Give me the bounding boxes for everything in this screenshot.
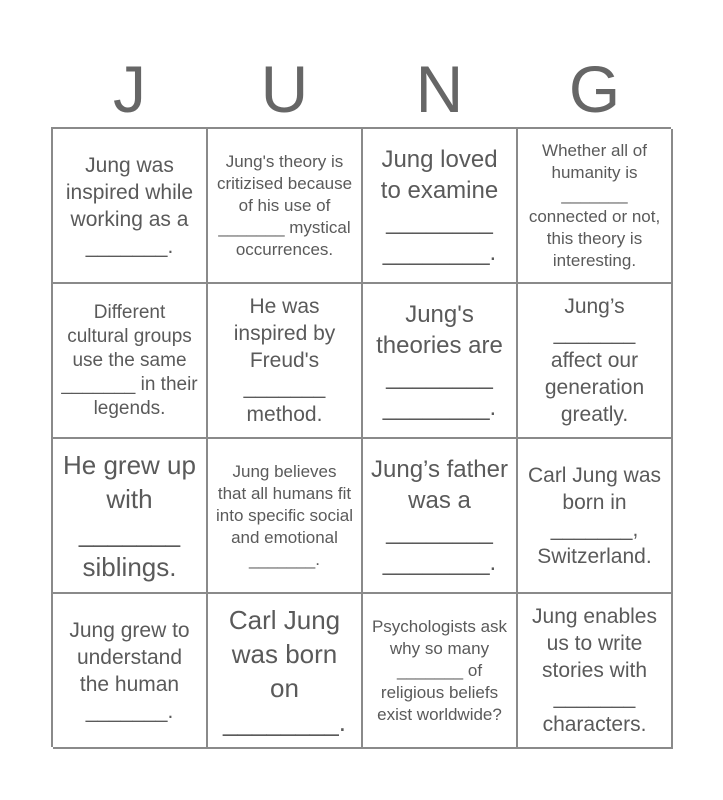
cell-text: Jung believes that all humans fit into specific social and emotional _______.: [216, 461, 354, 569]
bingo-cell[interactable]: [518, 594, 673, 749]
cell-text: Jung's theory is critizised because of his use of _______ mystical occurrences.: [216, 151, 353, 259]
cell-text: Jung was inspired while working as a _______.: [65, 153, 194, 258]
bingo-cell[interactable]: [363, 129, 518, 284]
bingo-cell[interactable]: [363, 439, 518, 594]
header-letter-g: G: [568, 52, 621, 126]
bingo-cell[interactable]: [518, 284, 673, 439]
header-letter-u: U: [260, 52, 309, 126]
cell-text: He was inspired by Freud's _______ method.: [233, 295, 336, 426]
header-letter-n: N: [415, 52, 464, 126]
cell-text: Psychologists ask why so many _______ of religious beliefs exist worldwide?: [371, 616, 508, 724]
bingo-grid: [51, 127, 671, 747]
cell-text: Jung grew to understand the human _______.: [69, 618, 190, 723]
bingo-cell[interactable]: [518, 129, 673, 284]
bingo-cell[interactable]: [208, 129, 363, 284]
bingo-cell[interactable]: [363, 284, 518, 439]
bingo-cell[interactable]: [208, 439, 363, 594]
cell-text: Jung's theories are ________ ________.: [376, 300, 503, 421]
header-letter-j: J: [113, 52, 146, 126]
cell-text: Jung loved to examine ________ ________.: [380, 145, 499, 266]
bingo-header: [52, 50, 672, 128]
cell-text: Different cultural groups use the same _______ in their legends.: [61, 301, 198, 419]
cell-text: Jung’s _______ affect our generation greatly.: [544, 295, 645, 426]
cell-text: He grew up with _______ siblings.: [63, 449, 196, 582]
bingo-cell[interactable]: [53, 284, 208, 439]
bingo-cell[interactable]: [208, 284, 363, 439]
bingo-cell[interactable]: [53, 439, 208, 594]
bingo-cell[interactable]: [53, 594, 208, 749]
bingo-cell[interactable]: [53, 129, 208, 284]
cell-text: Carl Jung was born on ________.: [223, 604, 346, 737]
bingo-cell[interactable]: [363, 594, 518, 749]
cell-text: Jung enables us to write stories with _______ characters.: [532, 605, 657, 736]
bingo-cell[interactable]: [208, 594, 363, 749]
cell-text: Whether all of humanity is _______ connected or not, this theory is interesting.: [528, 140, 661, 270]
cell-text: Carl Jung was born in _______, Switzerland.: [527, 463, 662, 568]
bingo-cell[interactable]: [518, 439, 673, 594]
cell-text: Jung’s father was a ________ ________.: [371, 455, 508, 576]
